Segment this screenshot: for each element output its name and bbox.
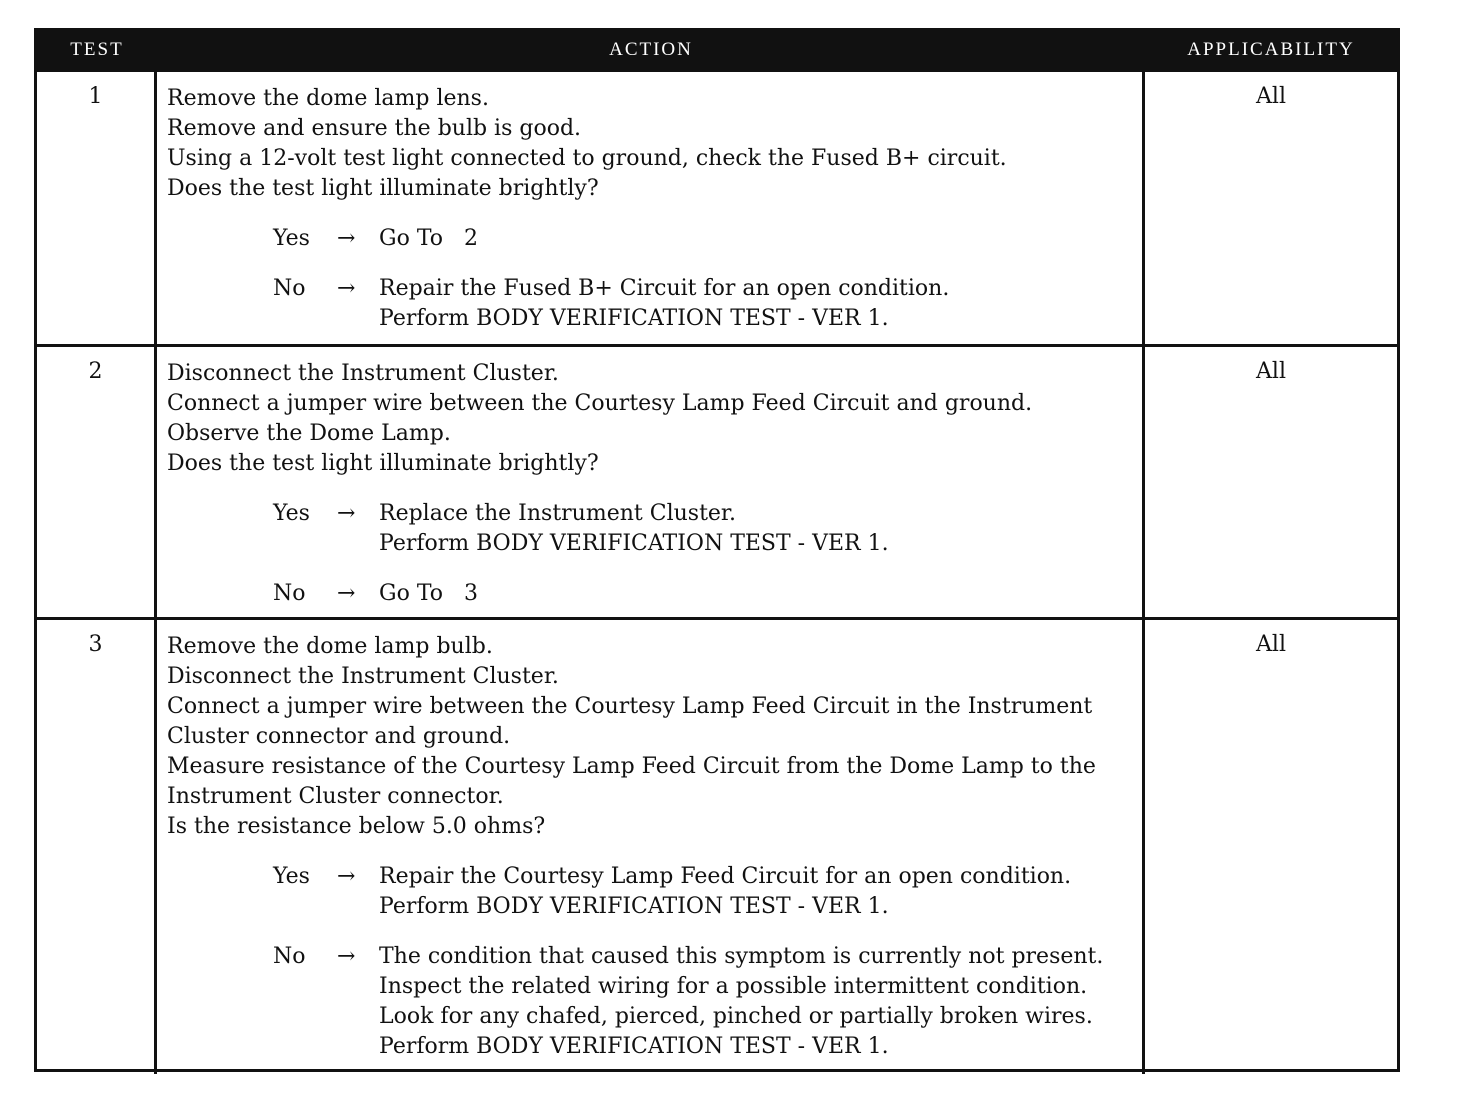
outcome-yes (273, 499, 1132, 559)
outcome-no (273, 942, 1132, 1062)
outcome-result (379, 942, 1132, 1062)
action-steps (167, 84, 1132, 204)
action-step: Connect a jumper wire between the Courtesy Lamp Feed Circuit in the Instrument (167, 694, 1093, 719)
outcome-line: Go To 3 (379, 581, 478, 606)
action-step: Disconnect the Instrument Cluster. (167, 361, 559, 386)
right-arrow-icon: → (337, 944, 356, 969)
action-cell (157, 620, 1145, 1074)
outcome-line: Inspect the related wiring for a possible intermittent condition. (379, 974, 1088, 999)
action-step: Remove and ensure the bulb is good. (167, 116, 582, 141)
outcome-label: Yes (273, 501, 310, 526)
outcome-label: No (273, 944, 306, 969)
action-step: Using a 12-volt test light connected to ground, check the Fused B+ circuit. (167, 146, 1007, 171)
outcome-line: Repair the Courtesy Lamp Feed Circuit for an open condition. (379, 864, 1072, 889)
action-steps (167, 632, 1132, 842)
applicability-value: All (1256, 632, 1286, 657)
header-applicability: APPLICABILITY (1187, 39, 1355, 60)
test-number: 3 (37, 620, 157, 1074)
table-header (37, 31, 1397, 69)
outcome-result (379, 274, 1132, 334)
outcome-line: Perform BODY VERIFICATION TEST - VER 1. (379, 306, 889, 331)
action-step: Instrument Cluster connector. (167, 784, 504, 809)
outcome-label: Yes (273, 864, 310, 889)
right-arrow-icon: → (337, 864, 356, 889)
test-number: 2 (37, 347, 157, 621)
outcome-line: Repair the Fused B+ Circuit for an open condition. (379, 276, 950, 301)
table-row (37, 344, 1397, 617)
action-step: Is the resistance below 5.0 ohms? (167, 814, 546, 839)
action-step: Remove the dome lamp lens. (167, 86, 489, 111)
action-step: Does the test light illuminate brightly? (167, 451, 599, 476)
outcome-label: No (273, 276, 306, 301)
outcome-line: The condition that caused this symptom is currently not present. (379, 944, 1104, 969)
action-step: Does the test light illuminate brightly? (167, 176, 599, 201)
outcome-label: No (273, 581, 306, 606)
outcome-yes (273, 224, 1132, 254)
diagnostic-table (34, 28, 1400, 1072)
applicability-value: All (1256, 84, 1286, 109)
outcome-line: Replace the Instrument Cluster. (379, 501, 737, 526)
outcome-line: Go To 2 (379, 226, 478, 251)
action-step: Measure resistance of the Courtesy Lamp Feed Circuit from the Dome Lamp to the (167, 754, 1096, 779)
outcome-result (379, 224, 1132, 254)
header-action: ACTION (609, 39, 693, 60)
action-cell (157, 347, 1145, 621)
action-step: Observe the Dome Lamp. (167, 421, 451, 446)
outcome-result (379, 499, 1132, 559)
outcome-line: Perform BODY VERIFICATION TEST - VER 1. (379, 531, 889, 556)
table-row (37, 617, 1397, 1069)
outcome-no (273, 579, 1132, 609)
table-row (37, 69, 1397, 344)
right-arrow-icon: → (337, 276, 356, 301)
outcome-no (273, 274, 1132, 334)
outcome-yes (273, 862, 1132, 922)
right-arrow-icon: → (337, 501, 356, 526)
action-step: Connect a jumper wire between the Courtesy Lamp Feed Circuit and ground. (167, 391, 1033, 416)
applicability-value: All (1256, 359, 1286, 384)
outcome-line: Perform BODY VERIFICATION TEST - VER 1. (379, 894, 889, 919)
action-steps (167, 359, 1132, 479)
header-test: TEST (70, 39, 124, 60)
right-arrow-icon: → (337, 226, 356, 251)
outcome-label: Yes (273, 226, 310, 251)
outcome-result (379, 579, 1132, 609)
test-number: 1 (37, 72, 157, 346)
right-arrow-icon: → (337, 581, 356, 606)
action-cell (157, 72, 1145, 346)
outcome-line: Look for any chafed, pierced, pinched or partially broken wires. (379, 1004, 1093, 1029)
outcome-result (379, 862, 1132, 922)
action-step: Remove the dome lamp bulb. (167, 634, 493, 659)
action-step: Cluster connector and ground. (167, 724, 511, 749)
action-step: Disconnect the Instrument Cluster. (167, 664, 559, 689)
outcome-line: Perform BODY VERIFICATION TEST - VER 1. (379, 1034, 889, 1059)
